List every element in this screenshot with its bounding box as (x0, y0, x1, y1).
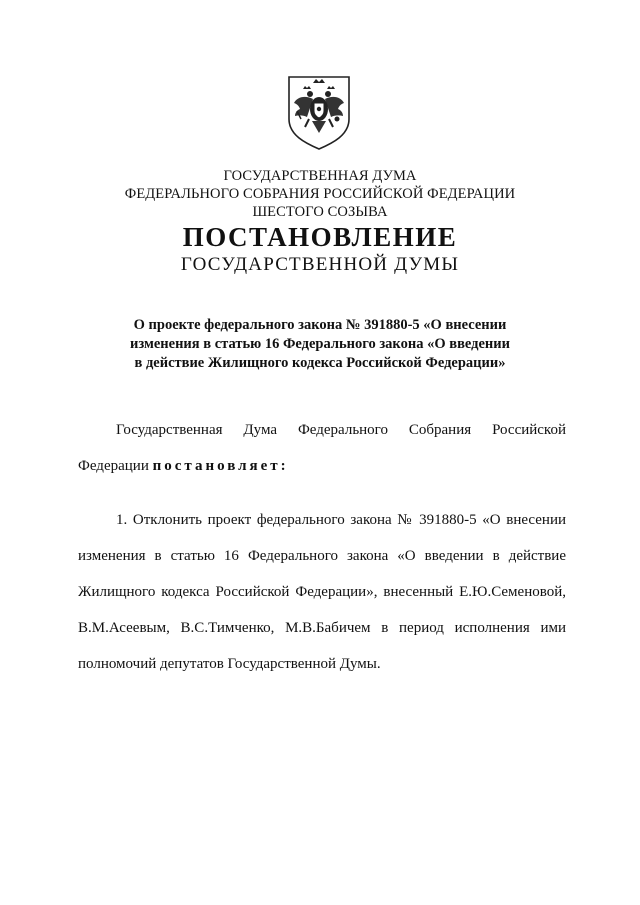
preamble-decrees: постановляет: (152, 458, 289, 474)
document-subject (80, 316, 560, 373)
header-line-2: ФЕДЕРАЛЬНОГО СОБРАНИЯ РОССИЙСКОЙ ФЕДЕРАЦИИ (124, 186, 516, 202)
item1-line-4: В.М.Асеевым, В.С.Тимченко, М.В.Бабичем в период исполнения ими (78, 620, 566, 636)
document-issuer: ГОСУДАРСТВЕННОЙ ДУМЫ (180, 254, 460, 275)
header-line-3: ШЕСТОГО СОЗЫВА (252, 204, 388, 220)
preamble-line-2 (78, 458, 289, 475)
subject-line-3: в действие Жилищного кодекса Российской Федерации» (134, 355, 506, 371)
subject-line-1: О проекте федерального закона № 391880-5 «О внесении (133, 317, 507, 333)
subject-line-2: изменения в статью 16 Федерального закона «О введении (130, 336, 510, 352)
item1-line-3: Жилищного кодекса Российской Федерации», внесенный Е.Ю.Семеновой, (78, 584, 566, 600)
preamble-federation: Федерации (78, 458, 149, 474)
item1-line-5: полномочий депутатов Государственной Думы. (78, 656, 381, 672)
item1-line-1: 1. Отклонить проект федерального закона № 391880-5 «О внесении (116, 512, 566, 528)
preamble-line-1: Государственная Дума Федерального Собрания Российской (116, 422, 566, 438)
item1-line-2: изменения в статью 16 Федерального закона «О введении в действие (78, 548, 566, 564)
issuer-header (60, 167, 580, 221)
coat-of-arms-icon (283, 73, 355, 151)
header-line-1: ГОСУДАРСТВЕННАЯ ДУМА (223, 168, 417, 184)
document-type: ПОСТАНОВЛЕНИЕ (182, 222, 458, 252)
